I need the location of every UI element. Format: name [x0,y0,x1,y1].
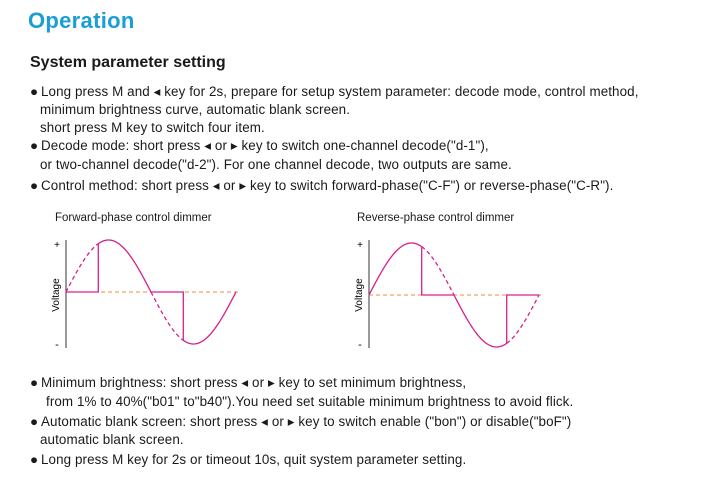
bullet-icon: ● [30,178,39,193]
waveform [369,243,539,347]
forward-phase-diagram [40,228,250,358]
waveform-dashed [151,292,183,340]
waveform-dashed [422,247,454,295]
waveform [66,240,236,344]
voltage-axis-label: Voltage [354,278,365,312]
paragraph-line: from 1% to 40%("b01" to"b40").You need set suitable minimum brightness to avoid flick. [46,394,574,409]
bullet-icon: ● [30,375,39,390]
waveform-dashed [507,295,539,343]
paragraph-line: ● Long press M key for 2s or timeout 10s, quit system parameter setting. [30,452,467,467]
bullet-icon: ● [30,452,39,467]
paragraph-line: automatic blank screen. [40,432,184,447]
minus-sign: - [55,339,59,351]
bullet-icon: ● [30,414,39,429]
reverse-phase-title: Reverse-phase control dimmer [357,212,515,224]
paragraph-line: ● Decode mode: short press ◂ or ▸ key to switch one-channel decode("d-1"), [30,138,489,153]
bullet-icon: ● [30,138,39,153]
plus-sign: + [54,240,60,251]
paragraph-line: ● Automatic blank screen: short press ◂ or ▸ key to switch enable ("bon") or disable("boF") [30,414,572,429]
waveform-solid [369,243,422,295]
paragraph-line: ● Minimum brightness: short press ◂ or ▸ key to set minimum brightness, [30,375,467,390]
section-title: System parameter setting [30,54,226,71]
paragraph-line: minimum brightness curve, automatic blank screen. [40,102,351,117]
plus-sign: + [357,240,363,251]
paragraph-line: ● Control method: short press ◂ or ▸ key to switch forward-phase("C-F") or reverse-phase("C-R"). [30,178,614,193]
waveform-solid [98,240,151,292]
waveform-solid [183,292,236,344]
waveform-dashed [66,244,98,292]
paragraph-line: ● Long press M and ◂ key for 2s, prepare for setup system parameter: decode mode, control method, [30,84,639,99]
waveform-hold [151,292,183,340]
waveform-hold [66,244,98,292]
waveform-solid [454,295,507,347]
paragraph-line: short press M key to switch four item. [40,120,265,135]
voltage-axis-label: Voltage [51,278,62,312]
reverse-phase-diagram [343,228,553,358]
paragraph-line: or two-channel decode("d-2"). For one channel decode, two outputs are same. [40,157,512,172]
bullet-icon: ● [30,84,39,99]
waveform-hold [422,247,454,295]
page-title: Operation [28,8,135,33]
minus-sign: - [358,339,362,351]
waveform-hold [507,295,539,343]
forward-phase-title: Forward-phase control dimmer [55,212,212,224]
